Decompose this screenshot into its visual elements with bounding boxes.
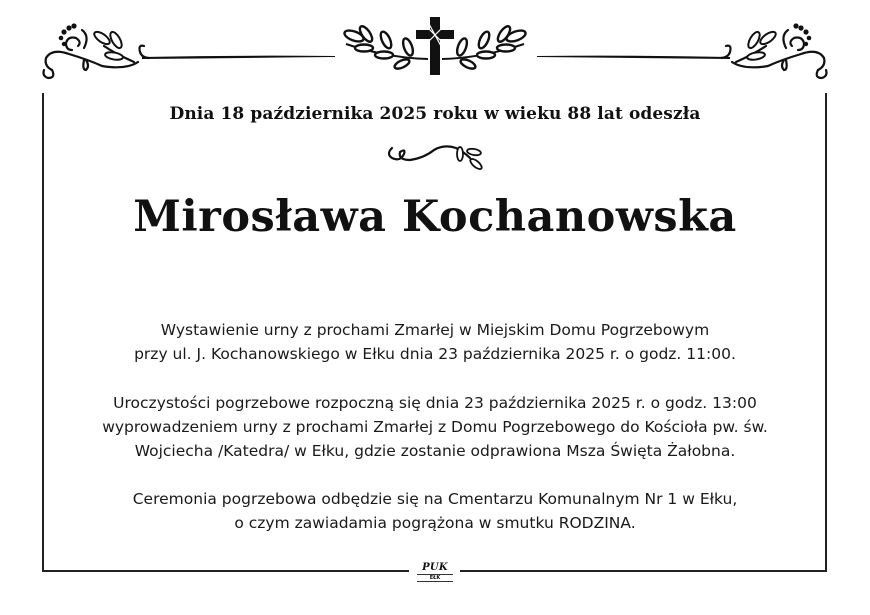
paragraph-line: przy ul. J. Kochanowskiego w Ełku dnia 23 października 2025 r. o godz. 11:00.: [134, 345, 736, 363]
cross-with-laurel-icon: [338, 14, 532, 78]
puk-logo: [413, 563, 457, 582]
burial-paragraph: [0, 487, 870, 535]
paragraph-line: Wojciecha /Katedra/ w Ełku, gdzie zostanie odprawiona Msza Święta Żałobna.: [134, 442, 736, 460]
frame-bottom-border-left: [42, 570, 409, 572]
frame-bottom-border-right: [460, 570, 827, 572]
viewing-paragraph: [0, 318, 870, 366]
logo-main-text: PUK: [422, 562, 448, 573]
paragraph-line: Uroczystości pogrzebowe rozpoczną się dnia 23 października 2025 r. o godz. 13:00: [113, 394, 757, 412]
left-corner-flourish-icon: [34, 18, 149, 86]
ceremony-paragraph: [0, 391, 870, 463]
intro-text: Dnia 18 października 2025 roku w wieku 88 lat odeszła: [169, 104, 701, 124]
vine-divider-icon: [384, 140, 486, 174]
paragraph-line: o czym zawiadamia pogrążona w smutku RODZINA.: [234, 514, 636, 532]
paragraph-line: Ceremonia pogrzebowa odbędzie się na Cmentarzu Komunalnym Nr 1 w Ełku,: [132, 490, 738, 508]
top-line-right: [537, 52, 732, 60]
paragraph-line: wyprowadzeniem urny z prochami Zmarłej z Domu Pogrzebowego do Kościoła pw. św.: [102, 418, 768, 436]
top-line-left: [140, 52, 335, 60]
logo-sub-text: EŁK: [417, 574, 453, 582]
deceased-name: Mirosława Kochanowska: [133, 192, 737, 242]
paragraph-line: Wystawienie urny z prochami Zmarłej w Miejskim Domu Pogrzebowym: [160, 321, 710, 339]
right-corner-flourish-icon: [721, 18, 836, 86]
